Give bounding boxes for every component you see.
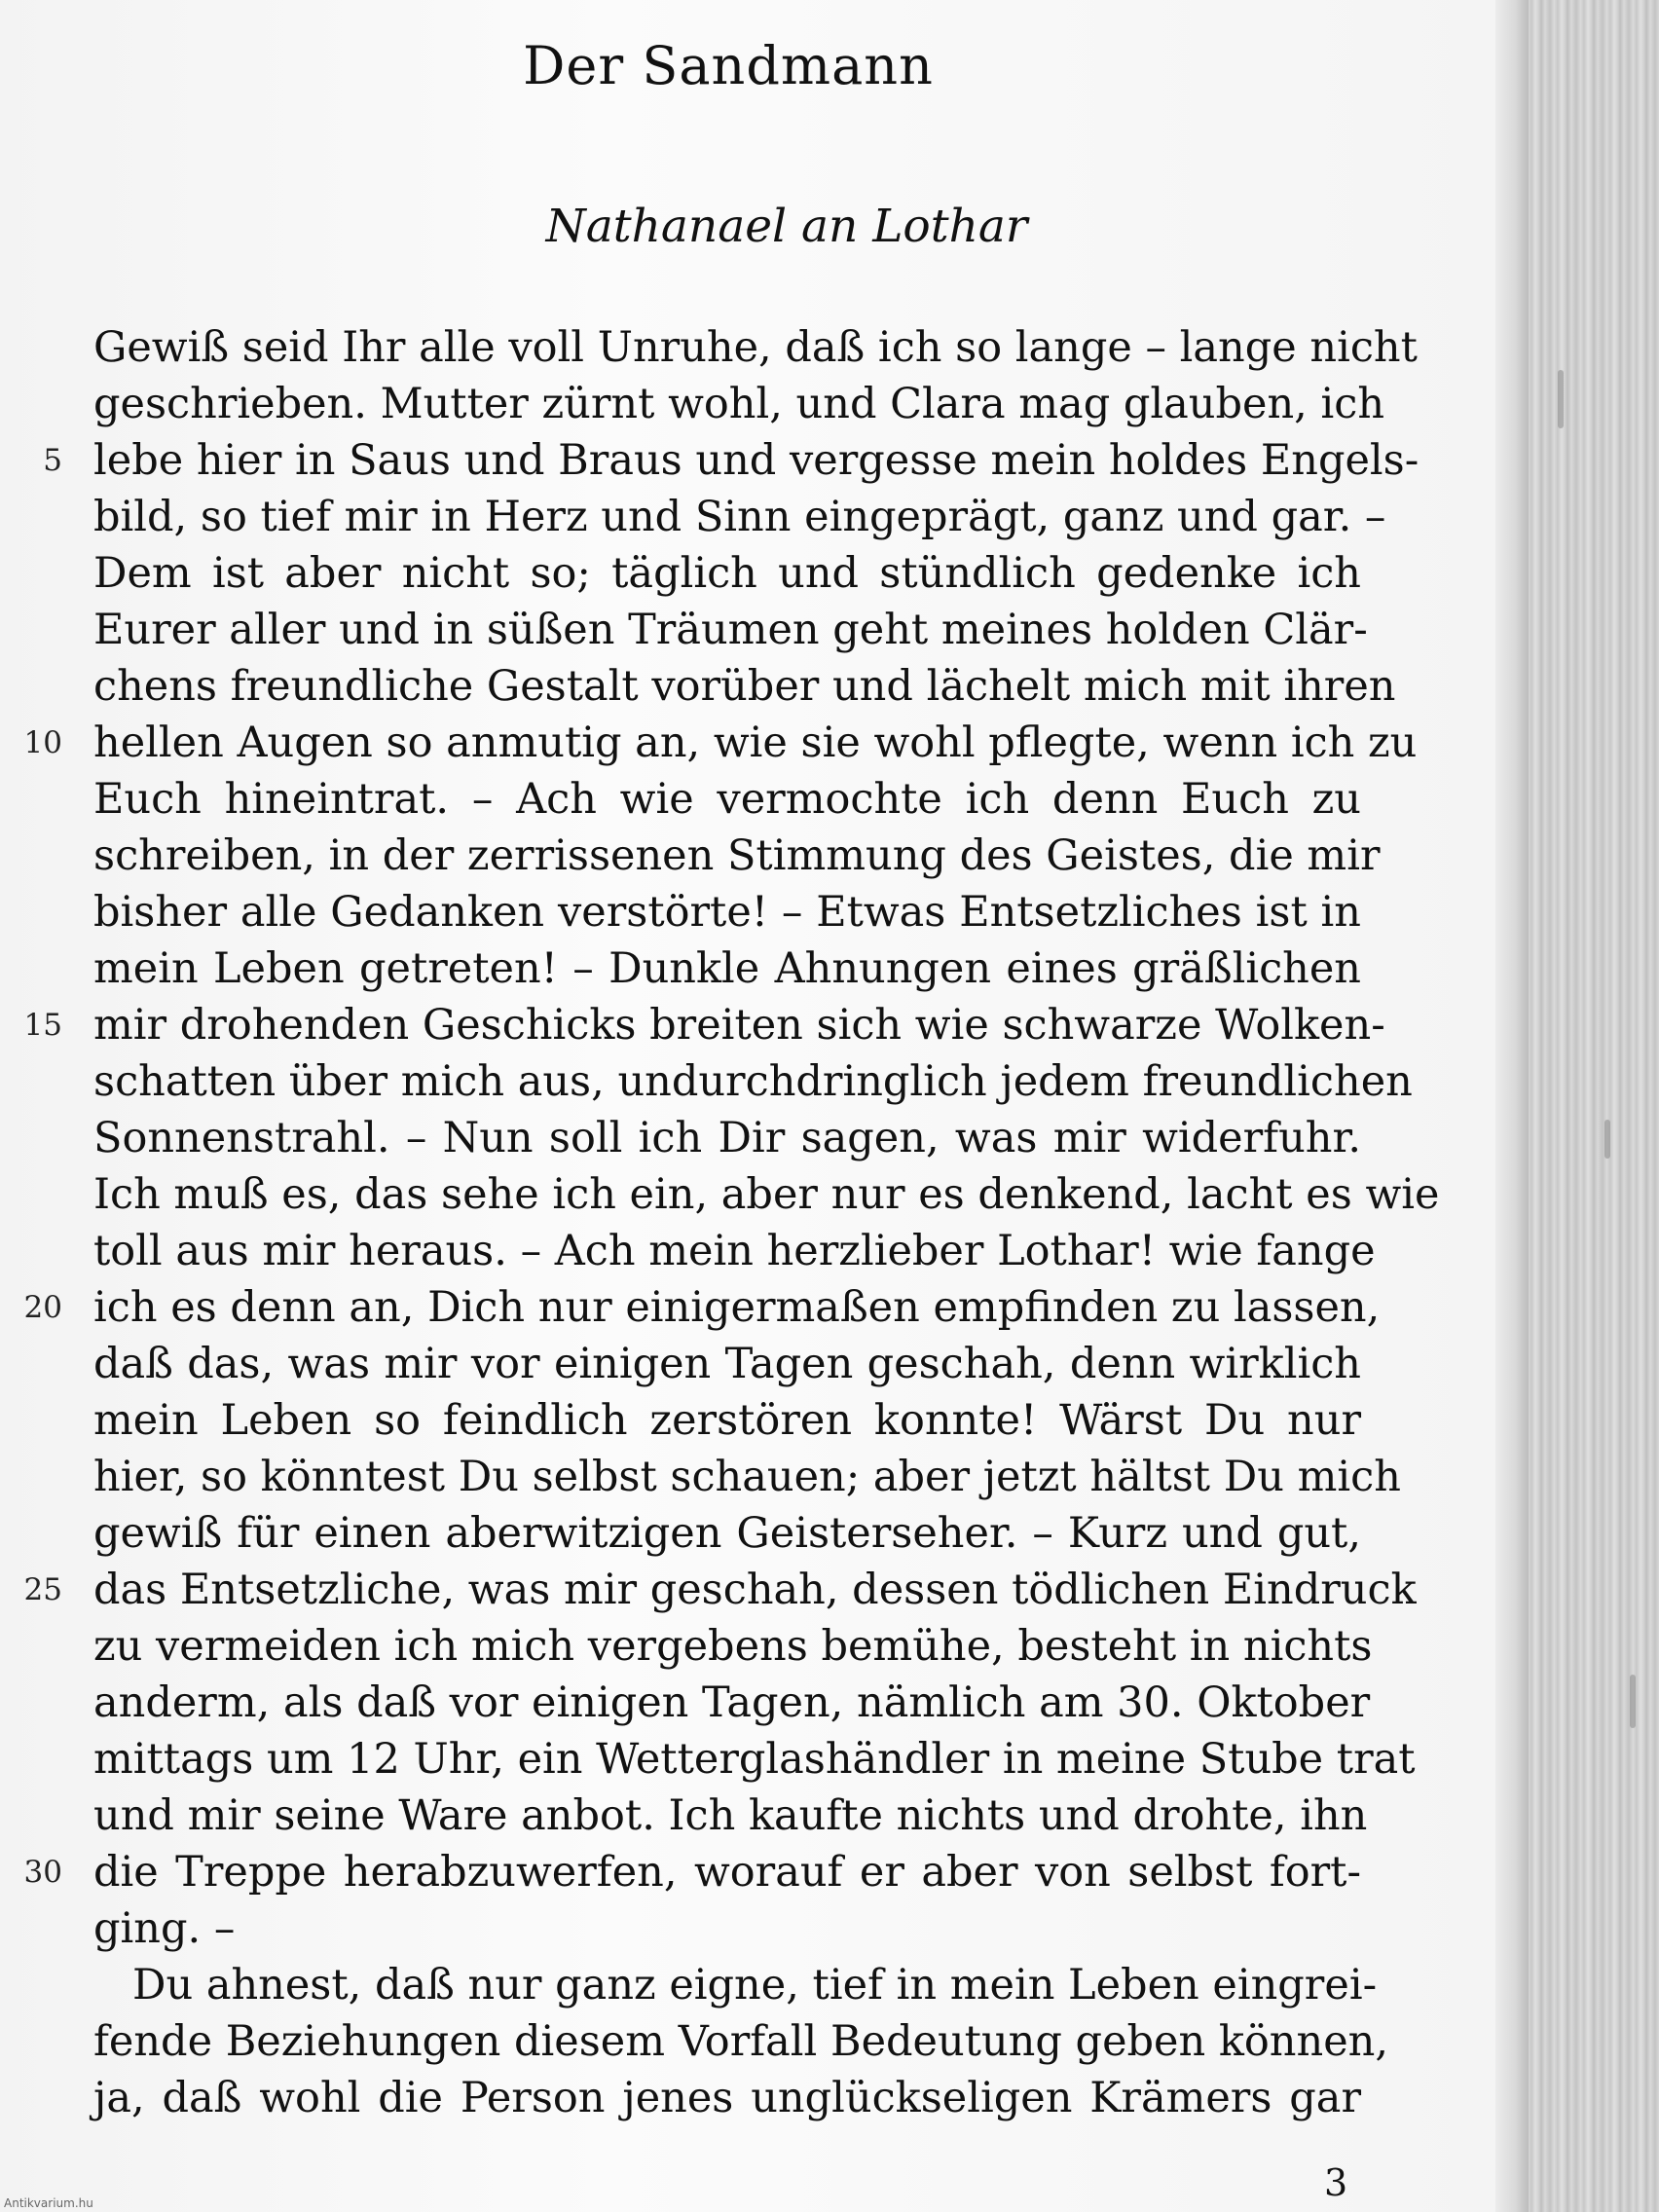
watermark: Antikvarium.hu xyxy=(4,2196,93,2210)
text-line: chens freundliche Gestalt vorüber und lächelt mich mit ihren xyxy=(93,662,1396,711)
text-line: mein Leben so feindlich zerstören konnte! Wärst Du nur xyxy=(93,1396,1361,1445)
line-number: 25 xyxy=(23,1572,62,1607)
text-line: fende Beziehungen diesem Vorfall Bedeutung geben können, xyxy=(93,2017,1388,2066)
wood-grain-mark xyxy=(1630,1675,1636,1728)
text-line: Ich muß es, das sehe ich ein, aber nur es denkend, lacht es wie xyxy=(93,1170,1440,1219)
text-line: schatten über mich aus, undurchdringlich jedem freundlichen xyxy=(93,1057,1413,1106)
text-line: Du ahnest, daß nur ganz eigne, tief in mein Leben eingrei- xyxy=(132,1961,1378,2009)
text-line: mittags um 12 Uhr, ein Wetterglashändler in meine Stube trat xyxy=(93,1735,1416,1784)
text-line: und mir seine Ware anbot. Ich kaufte nichts und drohte, ihn xyxy=(93,1791,1368,1840)
text-line: zu vermeiden ich mich vergebens bemühe, besteht in nichts xyxy=(93,1622,1373,1671)
page-number: 3 xyxy=(1324,2161,1348,2204)
text-line: gewiß für einen aberwitzigen Geisterseher. – Kurz und gut, xyxy=(93,1509,1361,1558)
text-line: anderm, als daß vor einigen Tagen, nämlich am 30. Oktober xyxy=(93,1678,1371,1727)
text-line: ich es denn an, Dich nur einigermaßen empfinden zu lassen, xyxy=(93,1283,1381,1332)
line-number: 10 xyxy=(23,725,62,760)
text-line: bisher alle Gedanken verstörte! – Etwas Entsetzliches ist in xyxy=(93,888,1361,937)
letter-heading: Nathanael an Lothar xyxy=(545,200,1028,253)
text-line: Gewiß seid Ihr alle voll Unruhe, daß ich so lange – lange nicht xyxy=(93,323,1418,372)
text-line: ging. – xyxy=(93,1904,236,1953)
text-line: mein Leben getreten! – Dunkle Ahnungen eines gräßlichen xyxy=(93,944,1361,993)
text-line: bild, so tief mir in Herz und Sinn eingeprägt, ganz und gar. – xyxy=(93,493,1386,541)
text-line: mir drohenden Geschicks breiten sich wie schwarze Wolken- xyxy=(93,1001,1385,1050)
text-line: die Treppe herabzuwerfen, worauf er aber von selbst fort- xyxy=(93,1848,1361,1897)
line-number: 30 xyxy=(23,1855,62,1890)
text-line: toll aus mir heraus. – Ach mein herzlieber Lothar! wie fange xyxy=(93,1227,1376,1275)
text-line: ja, daß wohl die Person jenes unglückseligen Krämers gar xyxy=(93,2074,1361,2122)
text-line: daß das, was mir vor einigen Tagen geschah, denn wirklich xyxy=(93,1340,1361,1388)
wooden-surface xyxy=(1529,0,1659,2212)
text-line: schreiben, in der zerrissenen Stimmung des Geistes, die mir xyxy=(93,831,1381,880)
text-line: Dem ist aber nicht so; täglich und stündlich gedenke ich xyxy=(93,549,1361,598)
text-line: Sonnenstrahl. – Nun soll ich Dir sagen, was mir widerfuhr. xyxy=(93,1114,1361,1162)
line-number: 20 xyxy=(23,1290,62,1325)
line-number: 15 xyxy=(23,1008,62,1043)
page-edge-shadow xyxy=(1495,0,1529,2212)
text-line: geschrieben. Mutter zürnt wohl, und Clara mag glauben, ich xyxy=(93,380,1385,428)
wood-grain-mark xyxy=(1604,1120,1610,1159)
chapter-title: Der Sandmann xyxy=(523,35,934,96)
text-line: Euch hineintrat. – Ach wie vermochte ich denn Euch zu xyxy=(93,775,1361,824)
text-line: hier, so könntest Du selbst schauen; aber jetzt hältst Du mich xyxy=(93,1453,1401,1501)
wood-grain-mark xyxy=(1558,370,1564,428)
text-line: hellen Augen so anmutig an, wie sie wohl pflegte, wenn ich zu xyxy=(93,719,1418,767)
line-number: 5 xyxy=(43,443,62,478)
text-line: Eurer aller und in süßen Träumen geht meines holden Clär- xyxy=(93,606,1368,654)
text-line: lebe hier in Saus und Braus und vergesse mein holdes Engels- xyxy=(93,436,1419,485)
text-line: das Entsetzliche, was mir geschah, dessen tödlichen Eindruck xyxy=(93,1566,1417,1614)
